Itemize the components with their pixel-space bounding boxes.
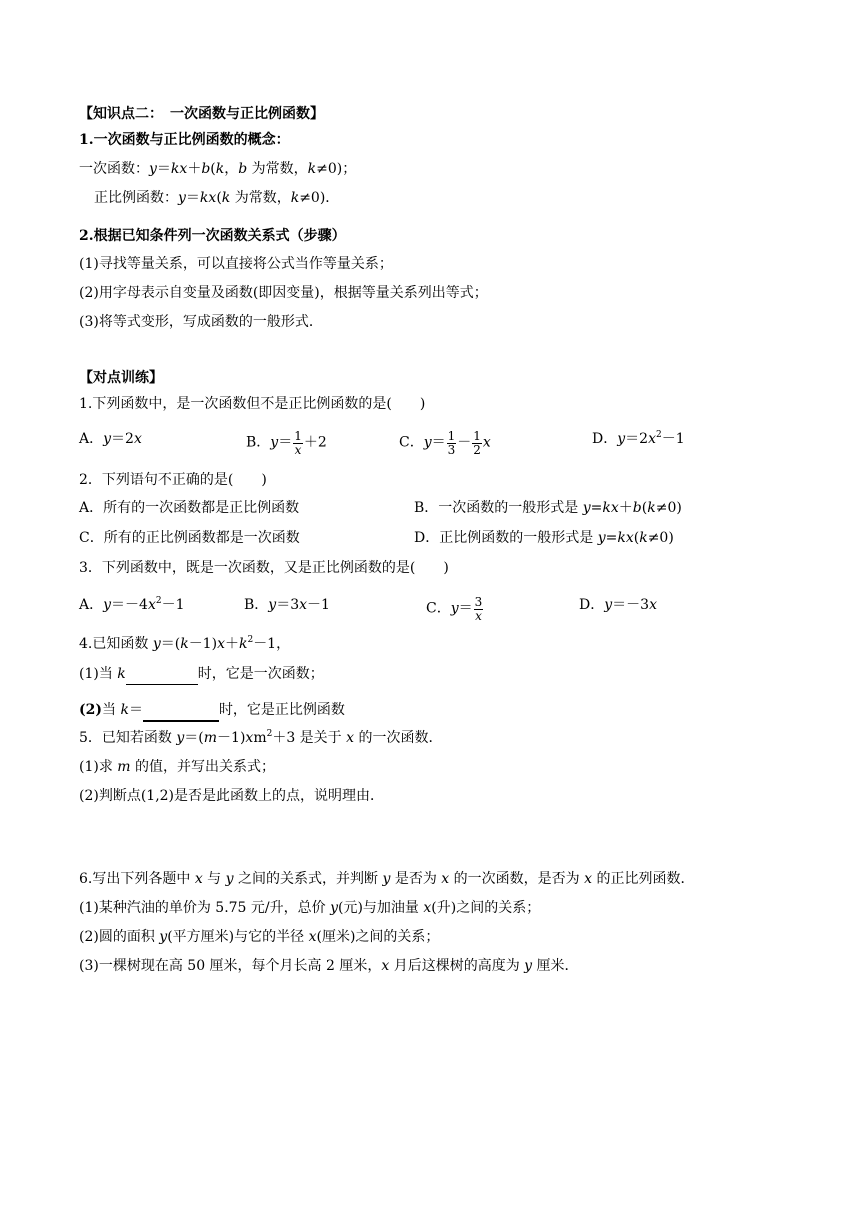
question-1-option-d: D．$y=2x^2-1$: [592, 430, 685, 447]
linear-function-definition: 一次函数：y＝kx＋b(k，b 为常数，k≠0)；: [79, 161, 357, 177]
question-6-part-1: (1)某种汽油的单价为 5.75 元/升，总价 y(元)与加油量 x(升)之间的关系；: [79, 900, 541, 916]
question-4-part-1: (1)当 k 时，它是一次函数；: [79, 664, 324, 685]
question-3-stem: [79, 558, 449, 578]
step-1-text: (1)寻找等量关系，可以直接将公式当作等量关系；: [79, 256, 393, 272]
question-6-stem: 6.写出下列各题中 x 与 y 之间的关系式，并判断 y 是否为 x 的一次函数，是否为 x 的正比列函数．: [79, 871, 695, 887]
fraction: $\frac{1}{x}$: [294, 429, 302, 457]
question-3-option-a: A．$y=-4x^2-1$: [79, 596, 185, 613]
question-3-option-b: B．y＝3x－1: [244, 597, 330, 613]
question-5-stem: 5．已知若函数 $y=(m-1)xm^2+3$ 是关于 x 的一次函数．: [79, 729, 443, 746]
answer-blank[interactable]: [126, 664, 198, 685]
concept-title: [79, 130, 290, 150]
steps-title: [79, 226, 346, 246]
question-2-option-c-text: C．所有的正比例函数都是一次函数: [79, 530, 300, 546]
question-3-stem-text: 3．下列函数中，既是一次函数，又是正比例函数的是( ): [79, 560, 449, 576]
fraction: $\frac{1}{3}$: [447, 429, 456, 457]
question-3-option-c: C．y＝ $\frac{3}{x}$: [426, 595, 483, 623]
training-heading: [79, 368, 163, 388]
question-1-stem-text: 1.下列函数中，是一次函数但不是正比例函数的是( ): [79, 396, 426, 412]
step-3: [79, 312, 323, 332]
question-2-option-d: D．正比例函数的一般形式是 y=kx(k≠0): [414, 530, 674, 546]
question-2-option-a-text: A．所有的一次函数都是正比例函数: [79, 500, 300, 516]
step-3-text: (3)将等式变形，写成函数的一般形式．: [79, 314, 323, 330]
question-5-part-1: (1)求 m 的值，并写出关系式；: [79, 759, 276, 775]
question-2-option-a: [79, 498, 299, 518]
question-1-option-a: A．y＝2x: [79, 431, 142, 447]
step-1: [79, 254, 393, 274]
question-3-option-d: D．y＝－3x: [579, 597, 657, 613]
section-heading-text: 【知识点二： 一次函数与正比例函数】: [79, 106, 324, 122]
question-2-stem: [79, 470, 267, 490]
proportional-function-definition: 正比例函数：y＝kx(k 为常数，k≠0)．: [94, 190, 340, 206]
fraction: $\frac{1}{2}$: [473, 429, 481, 457]
question-5-part-2-text: (2)判断点(1,2)是否是此函数上的点，说明理由．: [79, 788, 385, 804]
question-1-option-c: C．y＝ $\frac{1}{3}$ － $\frac{1}{2}$ x: [399, 429, 491, 457]
fraction: $\frac{3}{x}$: [474, 595, 483, 623]
question-2-option-b: B．一次函数的一般形式是 y=kx＋b(k≠0): [414, 500, 682, 516]
answer-blank[interactable]: [143, 700, 219, 722]
question-2-option-c: [79, 528, 300, 548]
question-1-option-b: B．y＝ $\frac{1}{x}$ ＋2: [246, 429, 327, 457]
step-2: [79, 283, 488, 303]
concept-title-text: 1.一次函数与正比例函数的概念：: [79, 132, 290, 148]
question-1-stem: [79, 394, 425, 414]
steps-title-text: 2.根据已知条件列一次函数关系式（步骤）: [79, 228, 346, 244]
step-2-text: (2)用字母表示自变量及函数(即因变量)，根据等量关系列出等式；: [79, 285, 488, 301]
training-heading-text: 【对点训练】: [79, 370, 163, 386]
question-4-stem: 4.已知函数 $y=(k-1)x+k^2-1$，: [79, 635, 291, 652]
question-6-part-3: (3)一棵树现在高 50 厘米，每个月长高 2 厘米，x 月后这棵树的高度为 y 厘米．: [79, 958, 579, 974]
question-2-stem-text: 2．下列语句不正确的是( ): [79, 472, 267, 488]
section-heading: [79, 104, 324, 124]
question-5-part-2: [79, 786, 384, 806]
question-6-part-2: (2)圆的面积 y(平方厘米)与它的半径 x(厘米)之间的关系；: [79, 929, 440, 945]
question-4-part-2: (2)当 k＝ 时，它是正比例函数: [79, 700, 345, 722]
